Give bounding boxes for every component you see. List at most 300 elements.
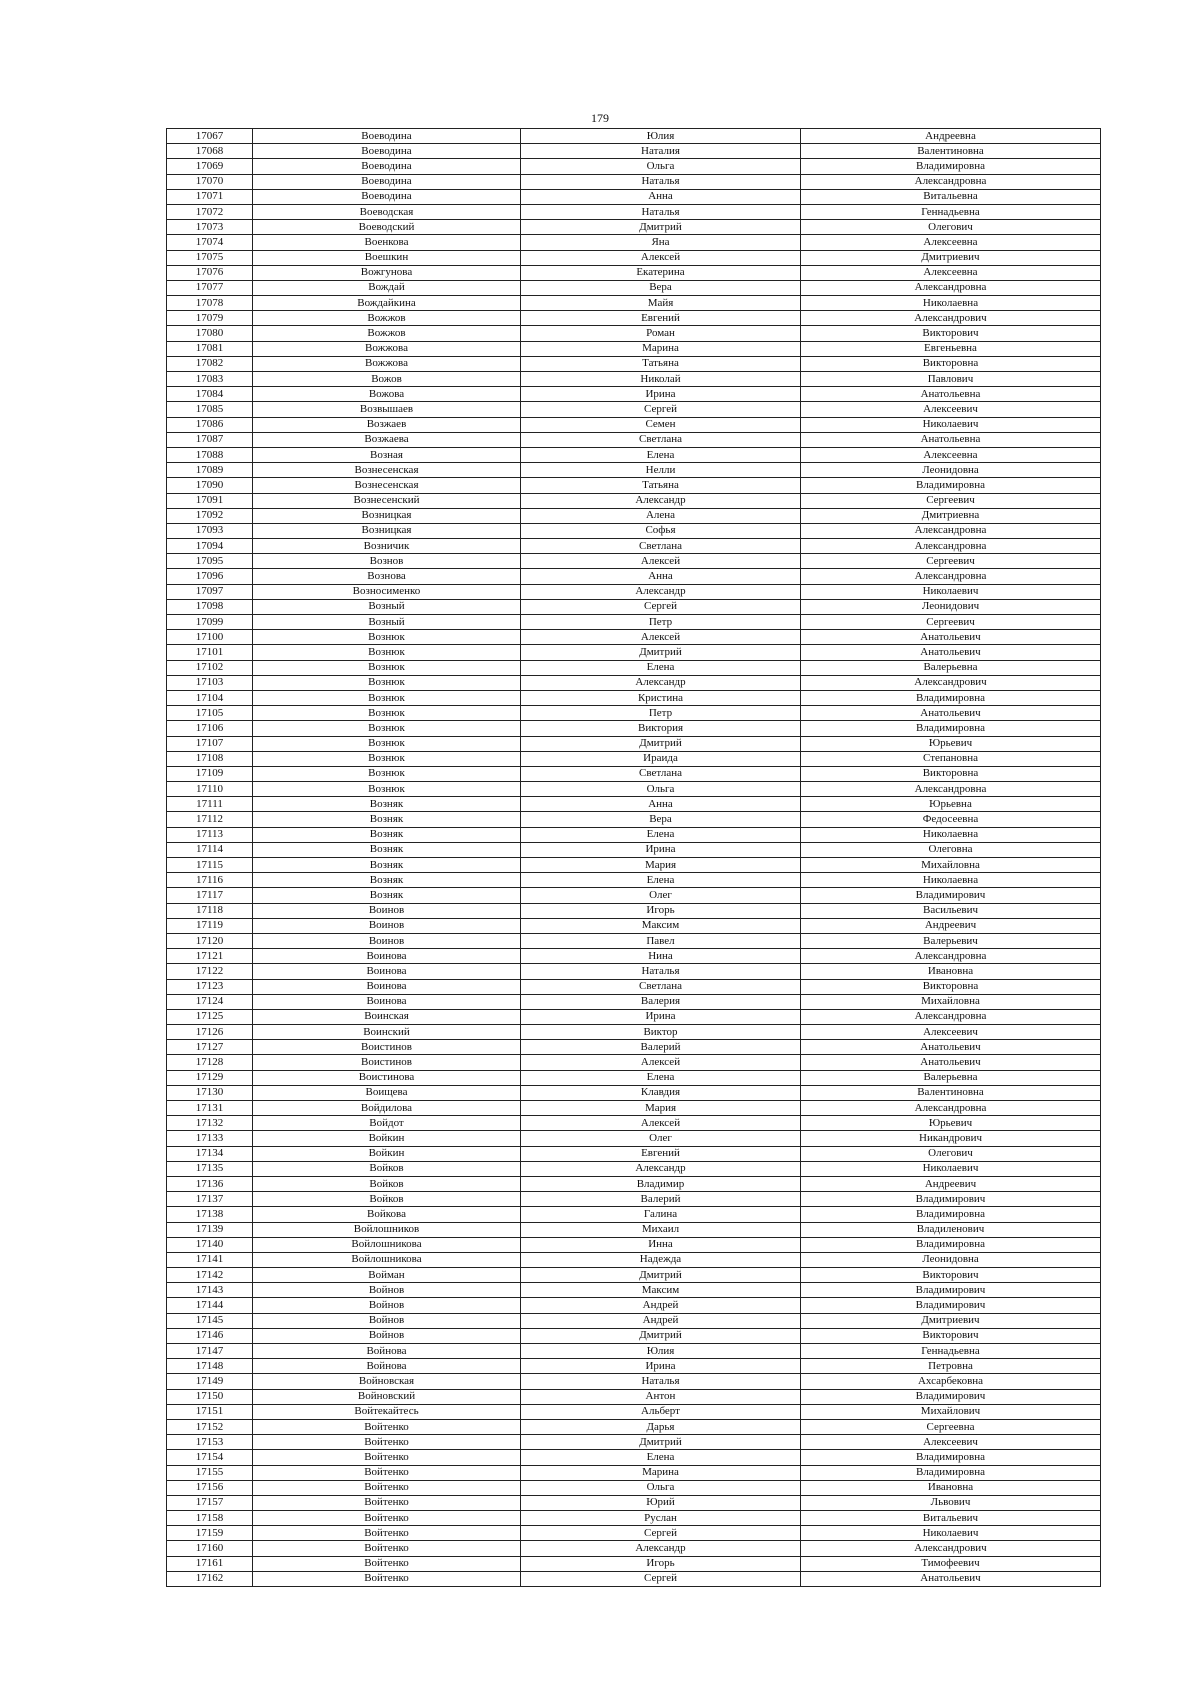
table-row xyxy=(167,1101,1101,1116)
table-row xyxy=(167,1450,1101,1465)
surname-cell: Воинов xyxy=(253,918,521,933)
surname-cell: Войлошников xyxy=(253,1222,521,1237)
first-name-cell: Семен xyxy=(521,417,801,432)
table-row xyxy=(167,189,1101,204)
surname-cell: Войновский xyxy=(253,1389,521,1404)
table-row xyxy=(167,1526,1101,1541)
surname-cell: Возвышаев xyxy=(253,402,521,417)
table-row xyxy=(167,1283,1101,1298)
record-number-cell: 17100 xyxy=(167,630,253,645)
patronymic-cell: Леонидович xyxy=(801,599,1101,614)
patronymic-cell: Александровна xyxy=(801,1009,1101,1024)
table-row xyxy=(167,129,1101,144)
table-row xyxy=(167,341,1101,356)
first-name-cell: Алексей xyxy=(521,554,801,569)
first-name-cell: Алексей xyxy=(521,250,801,265)
table-row xyxy=(167,873,1101,888)
patronymic-cell: Андреевна xyxy=(801,129,1101,144)
record-number-cell: 17102 xyxy=(167,660,253,675)
surname-cell: Воищева xyxy=(253,1085,521,1100)
record-number-cell: 17162 xyxy=(167,1571,253,1586)
record-number-cell: 17143 xyxy=(167,1283,253,1298)
patronymic-cell: Александровна xyxy=(801,782,1101,797)
first-name-cell: Альберт xyxy=(521,1404,801,1419)
first-name-cell: Сергей xyxy=(521,402,801,417)
surname-cell: Вознюк xyxy=(253,706,521,721)
table-row xyxy=(167,690,1101,705)
surname-cell: Вознюк xyxy=(253,751,521,766)
table-row xyxy=(167,1009,1101,1024)
patronymic-cell: Александровна xyxy=(801,523,1101,538)
first-name-cell: Елена xyxy=(521,447,801,462)
first-name-cell: Светлана xyxy=(521,766,801,781)
patronymic-cell: Ахсарбековна xyxy=(801,1374,1101,1389)
first-name-cell: Анна xyxy=(521,797,801,812)
first-name-cell: Юрий xyxy=(521,1495,801,1510)
first-name-cell: Дмитрий xyxy=(521,736,801,751)
table-row xyxy=(167,1344,1101,1359)
table-row xyxy=(167,979,1101,994)
record-number-cell: 17093 xyxy=(167,523,253,538)
surname-cell: Воинова xyxy=(253,979,521,994)
table-row xyxy=(167,782,1101,797)
record-number-cell: 17123 xyxy=(167,979,253,994)
patronymic-cell: Юрьевич xyxy=(801,1116,1101,1131)
first-name-cell: Антон xyxy=(521,1389,801,1404)
table-row xyxy=(167,949,1101,964)
record-number-cell: 17095 xyxy=(167,554,253,569)
first-name-cell: Мария xyxy=(521,858,801,873)
record-number-cell: 17155 xyxy=(167,1465,253,1480)
first-name-cell: Наталия xyxy=(521,144,801,159)
surname-cell: Воинова xyxy=(253,994,521,1009)
record-number-cell: 17096 xyxy=(167,569,253,584)
first-name-cell: Елена xyxy=(521,1070,801,1085)
first-name-cell: Светлана xyxy=(521,979,801,994)
record-number-cell: 17120 xyxy=(167,933,253,948)
table-row xyxy=(167,1207,1101,1222)
patronymic-cell: Федосеевна xyxy=(801,812,1101,827)
record-number-cell: 17103 xyxy=(167,675,253,690)
surname-cell: Воинова xyxy=(253,949,521,964)
patronymic-cell: Алексеевич xyxy=(801,1435,1101,1450)
record-number-cell: 17147 xyxy=(167,1344,253,1359)
first-name-cell: Алена xyxy=(521,508,801,523)
first-name-cell: Майя xyxy=(521,296,801,311)
surname-cell: Воешкин xyxy=(253,250,521,265)
record-number-cell: 17109 xyxy=(167,766,253,781)
first-name-cell: Дмитрий xyxy=(521,1435,801,1450)
table-row xyxy=(167,463,1101,478)
patronymic-cell: Викторовна xyxy=(801,766,1101,781)
surname-cell: Вознесенская xyxy=(253,478,521,493)
surname-cell: Воистинов xyxy=(253,1040,521,1055)
first-name-cell: Софья xyxy=(521,523,801,538)
record-number-cell: 17085 xyxy=(167,402,253,417)
patronymic-cell: Викторовна xyxy=(801,979,1101,994)
record-number-cell: 17125 xyxy=(167,1009,253,1024)
patronymic-cell: Никандрович xyxy=(801,1131,1101,1146)
record-number-cell: 17119 xyxy=(167,918,253,933)
record-number-cell: 17134 xyxy=(167,1146,253,1161)
record-number-cell: 17081 xyxy=(167,341,253,356)
patronymic-cell: Викторович xyxy=(801,1328,1101,1343)
patronymic-cell: Дмитриевич xyxy=(801,1313,1101,1328)
record-number-cell: 17071 xyxy=(167,189,253,204)
patronymic-cell: Николаевич xyxy=(801,417,1101,432)
record-number-cell: 17136 xyxy=(167,1176,253,1191)
table-row xyxy=(167,1571,1101,1586)
surname-cell: Возняк xyxy=(253,827,521,842)
first-name-cell: Надежда xyxy=(521,1252,801,1267)
first-name-cell: Елена xyxy=(521,660,801,675)
record-number-cell: 17127 xyxy=(167,1040,253,1055)
table-row xyxy=(167,615,1101,630)
patronymic-cell: Алексеевич xyxy=(801,402,1101,417)
record-number-cell: 17145 xyxy=(167,1313,253,1328)
surname-cell: Вожов xyxy=(253,372,521,387)
patronymic-cell: Николаевич xyxy=(801,584,1101,599)
first-name-cell: Елена xyxy=(521,873,801,888)
patronymic-cell: Николаевич xyxy=(801,1161,1101,1176)
surname-cell: Войков xyxy=(253,1192,521,1207)
table-row xyxy=(167,858,1101,873)
record-number-cell: 17151 xyxy=(167,1404,253,1419)
record-number-cell: 17148 xyxy=(167,1359,253,1374)
first-name-cell: Валерия xyxy=(521,994,801,1009)
patronymic-cell: Анатольевич xyxy=(801,706,1101,721)
patronymic-cell: Анатольевна xyxy=(801,387,1101,402)
patronymic-cell: Александрович xyxy=(801,675,1101,690)
table-row xyxy=(167,1161,1101,1176)
patronymic-cell: Алексеевич xyxy=(801,1025,1101,1040)
first-name-cell: Инна xyxy=(521,1237,801,1252)
first-name-cell: Светлана xyxy=(521,539,801,554)
first-name-cell: Игорь xyxy=(521,1556,801,1571)
patronymic-cell: Викторович xyxy=(801,326,1101,341)
first-name-cell: Сергей xyxy=(521,599,801,614)
record-number-cell: 17138 xyxy=(167,1207,253,1222)
table-row xyxy=(167,584,1101,599)
table-row xyxy=(167,311,1101,326)
surname-cell: Возняк xyxy=(253,812,521,827)
table-row xyxy=(167,1252,1101,1267)
first-name-cell: Владимир xyxy=(521,1176,801,1191)
patronymic-cell: Владимирович xyxy=(801,1389,1101,1404)
record-number-cell: 17112 xyxy=(167,812,253,827)
patronymic-cell: Владимирович xyxy=(801,888,1101,903)
surname-cell: Вожжов xyxy=(253,311,521,326)
surname-cell: Вожжов xyxy=(253,326,521,341)
surname-cell: Войдилова xyxy=(253,1101,521,1116)
table-row xyxy=(167,159,1101,174)
patronymic-cell: Алексеевна xyxy=(801,265,1101,280)
record-number-cell: 17089 xyxy=(167,463,253,478)
surname-cell: Вожжова xyxy=(253,341,521,356)
patronymic-cell: Владимирович xyxy=(801,1298,1101,1313)
record-number-cell: 17113 xyxy=(167,827,253,842)
table-row xyxy=(167,296,1101,311)
patronymic-cell: Алексеевна xyxy=(801,447,1101,462)
surname-cell: Вознюк xyxy=(253,721,521,736)
patronymic-cell: Евгеньевна xyxy=(801,341,1101,356)
table-row xyxy=(167,250,1101,265)
first-name-cell: Марина xyxy=(521,1465,801,1480)
first-name-cell: Анна xyxy=(521,189,801,204)
record-number-cell: 17149 xyxy=(167,1374,253,1389)
first-name-cell: Ольга xyxy=(521,782,801,797)
patronymic-cell: Юрьевна xyxy=(801,797,1101,812)
record-number-cell: 17087 xyxy=(167,432,253,447)
surname-cell: Войлошникова xyxy=(253,1237,521,1252)
first-name-cell: Олег xyxy=(521,888,801,903)
patronymic-cell: Владимирович xyxy=(801,1192,1101,1207)
table-row xyxy=(167,660,1101,675)
table-row xyxy=(167,903,1101,918)
surname-cell: Войтенко xyxy=(253,1419,521,1434)
record-number-cell: 17141 xyxy=(167,1252,253,1267)
table-row xyxy=(167,508,1101,523)
surname-cell: Войнова xyxy=(253,1344,521,1359)
surname-cell: Воеводская xyxy=(253,204,521,219)
table-row xyxy=(167,326,1101,341)
surname-cell: Войтенко xyxy=(253,1435,521,1450)
record-number-cell: 17132 xyxy=(167,1116,253,1131)
record-number-cell: 17101 xyxy=(167,645,253,660)
patronymic-cell: Ивановна xyxy=(801,964,1101,979)
surname-cell: Вожова xyxy=(253,387,521,402)
surname-cell: Возницкая xyxy=(253,523,521,538)
first-name-cell: Клавдия xyxy=(521,1085,801,1100)
surname-cell: Возняк xyxy=(253,873,521,888)
table-row xyxy=(167,827,1101,842)
patronymic-cell: Сергеевич xyxy=(801,554,1101,569)
table-row xyxy=(167,356,1101,371)
surname-cell: Вознюк xyxy=(253,630,521,645)
table-row xyxy=(167,204,1101,219)
patronymic-cell: Геннадьевна xyxy=(801,204,1101,219)
record-number-cell: 17128 xyxy=(167,1055,253,1070)
record-number-cell: 17069 xyxy=(167,159,253,174)
first-name-cell: Нина xyxy=(521,949,801,964)
table-row xyxy=(167,842,1101,857)
table-row xyxy=(167,933,1101,948)
patronymic-cell: Витальевна xyxy=(801,189,1101,204)
patronymic-cell: Валерьевна xyxy=(801,660,1101,675)
record-number-cell: 17078 xyxy=(167,296,253,311)
table-row xyxy=(167,478,1101,493)
table-row xyxy=(167,1176,1101,1191)
patronymic-cell: Михайлович xyxy=(801,1404,1101,1419)
table-row xyxy=(167,569,1101,584)
record-number-cell: 17140 xyxy=(167,1237,253,1252)
surname-cell: Вознесенская xyxy=(253,463,521,478)
table-row xyxy=(167,645,1101,660)
record-number-cell: 17106 xyxy=(167,721,253,736)
surname-cell: Воинов xyxy=(253,903,521,918)
record-number-cell: 17161 xyxy=(167,1556,253,1571)
surname-cell: Войтенко xyxy=(253,1480,521,1495)
record-number-cell: 17130 xyxy=(167,1085,253,1100)
first-name-cell: Павел xyxy=(521,933,801,948)
surname-cell: Войдот xyxy=(253,1116,521,1131)
record-number-cell: 17082 xyxy=(167,356,253,371)
patronymic-cell: Андреевич xyxy=(801,918,1101,933)
table-row xyxy=(167,265,1101,280)
surname-cell: Вожгунова xyxy=(253,265,521,280)
surname-cell: Войтенко xyxy=(253,1526,521,1541)
first-name-cell: Татьяна xyxy=(521,356,801,371)
surname-cell: Воистинова xyxy=(253,1070,521,1085)
surname-cell: Воинский xyxy=(253,1025,521,1040)
first-name-cell: Максим xyxy=(521,1283,801,1298)
surname-cell: Воеводина xyxy=(253,129,521,144)
patronymic-cell: Михайловна xyxy=(801,858,1101,873)
patronymic-cell: Степановна xyxy=(801,751,1101,766)
record-number-cell: 17099 xyxy=(167,615,253,630)
record-number-cell: 17146 xyxy=(167,1328,253,1343)
patronymic-cell: Владимировна xyxy=(801,1450,1101,1465)
table-row xyxy=(167,599,1101,614)
first-name-cell: Ирина xyxy=(521,842,801,857)
table-row xyxy=(167,432,1101,447)
patronymic-cell: Александровна xyxy=(801,569,1101,584)
patronymic-cell: Анатольевна xyxy=(801,432,1101,447)
record-number-cell: 17086 xyxy=(167,417,253,432)
surname-cell: Войтенко xyxy=(253,1556,521,1571)
patronymic-cell: Ивановна xyxy=(801,1480,1101,1495)
surname-cell: Вознюк xyxy=(253,675,521,690)
patronymic-cell: Тимофеевич xyxy=(801,1556,1101,1571)
first-name-cell: Александр xyxy=(521,1541,801,1556)
first-name-cell: Светлана xyxy=(521,432,801,447)
first-name-cell: Мария xyxy=(521,1101,801,1116)
table-row xyxy=(167,447,1101,462)
table-row xyxy=(167,1465,1101,1480)
table-row xyxy=(167,493,1101,508)
first-name-cell: Алексей xyxy=(521,1116,801,1131)
table-row xyxy=(167,1480,1101,1495)
record-number-cell: 17126 xyxy=(167,1025,253,1040)
patronymic-cell: Анатольевич xyxy=(801,1571,1101,1586)
first-name-cell: Евгений xyxy=(521,1146,801,1161)
record-number-cell: 17142 xyxy=(167,1268,253,1283)
record-number-cell: 17115 xyxy=(167,858,253,873)
patronymic-cell: Валерьевна xyxy=(801,1070,1101,1085)
record-number-cell: 17135 xyxy=(167,1161,253,1176)
first-name-cell: Дмитрий xyxy=(521,220,801,235)
first-name-cell: Елена xyxy=(521,827,801,842)
first-name-cell: Евгений xyxy=(521,311,801,326)
record-number-cell: 17158 xyxy=(167,1511,253,1526)
table-row xyxy=(167,918,1101,933)
patronymic-cell: Николаевна xyxy=(801,296,1101,311)
surname-cell: Войнов xyxy=(253,1298,521,1313)
patronymic-cell: Витальевич xyxy=(801,1511,1101,1526)
record-number-cell: 17153 xyxy=(167,1435,253,1450)
patronymic-cell: Олеговна xyxy=(801,842,1101,857)
first-name-cell: Александр xyxy=(521,493,801,508)
patronymic-cell: Леонидовна xyxy=(801,1252,1101,1267)
first-name-cell: Ираида xyxy=(521,751,801,766)
record-number-cell: 17159 xyxy=(167,1526,253,1541)
patronymic-cell: Владимировна xyxy=(801,721,1101,736)
first-name-cell: Сергей xyxy=(521,1571,801,1586)
first-name-cell: Михаил xyxy=(521,1222,801,1237)
surname-cell: Войтекайтесь xyxy=(253,1404,521,1419)
table-row xyxy=(167,174,1101,189)
table-row xyxy=(167,235,1101,250)
table-row xyxy=(167,1298,1101,1313)
record-number-cell: 17133 xyxy=(167,1131,253,1146)
surname-cell: Войтенко xyxy=(253,1495,521,1510)
first-name-cell: Марина xyxy=(521,341,801,356)
record-number-cell: 17129 xyxy=(167,1070,253,1085)
patronymic-cell: Валентиновна xyxy=(801,144,1101,159)
surname-cell: Войнов xyxy=(253,1283,521,1298)
table-row xyxy=(167,144,1101,159)
first-name-cell: Дмитрий xyxy=(521,1328,801,1343)
surname-cell: Воинская xyxy=(253,1009,521,1024)
first-name-cell: Яна xyxy=(521,235,801,250)
first-name-cell: Наталья xyxy=(521,964,801,979)
first-name-cell: Вера xyxy=(521,812,801,827)
record-number-cell: 17122 xyxy=(167,964,253,979)
patronymic-cell: Владимирович xyxy=(801,1283,1101,1298)
first-name-cell: Екатерина xyxy=(521,265,801,280)
patronymic-cell: Геннадьевна xyxy=(801,1344,1101,1359)
surname-cell: Вождай xyxy=(253,280,521,295)
table-row xyxy=(167,706,1101,721)
first-name-cell: Елена xyxy=(521,1450,801,1465)
first-name-cell: Наталья xyxy=(521,1374,801,1389)
table-row xyxy=(167,1404,1101,1419)
surname-cell: Вознюк xyxy=(253,690,521,705)
first-name-cell: Александр xyxy=(521,584,801,599)
surname-cell: Возжаева xyxy=(253,432,521,447)
surname-cell: Войтенко xyxy=(253,1571,521,1586)
first-name-cell: Анна xyxy=(521,569,801,584)
record-number-cell: 17108 xyxy=(167,751,253,766)
patronymic-cell: Михайловна xyxy=(801,994,1101,1009)
patronymic-cell: Дмитриевна xyxy=(801,508,1101,523)
table-row xyxy=(167,417,1101,432)
patronymic-cell: Андреевич xyxy=(801,1176,1101,1191)
surname-cell: Возничик xyxy=(253,539,521,554)
patronymic-cell: Юрьевич xyxy=(801,736,1101,751)
surname-cell: Войлошникова xyxy=(253,1252,521,1267)
record-number-cell: 17160 xyxy=(167,1541,253,1556)
surname-cell: Войков xyxy=(253,1176,521,1191)
patronymic-cell: Николаевич xyxy=(801,1526,1101,1541)
surname-cell: Вознова xyxy=(253,569,521,584)
surname-cell: Возняк xyxy=(253,842,521,857)
roster-table xyxy=(166,128,1101,1587)
table-row xyxy=(167,797,1101,812)
patronymic-cell: Владимировна xyxy=(801,159,1101,174)
table-row xyxy=(167,1556,1101,1571)
table-row xyxy=(167,1085,1101,1100)
table-row xyxy=(167,1419,1101,1434)
record-number-cell: 17074 xyxy=(167,235,253,250)
surname-cell: Возносименко xyxy=(253,584,521,599)
record-number-cell: 17110 xyxy=(167,782,253,797)
surname-cell: Войновская xyxy=(253,1374,521,1389)
surname-cell: Войтенко xyxy=(253,1450,521,1465)
record-number-cell: 17077 xyxy=(167,280,253,295)
patronymic-cell: Олегович xyxy=(801,1146,1101,1161)
record-number-cell: 17139 xyxy=(167,1222,253,1237)
